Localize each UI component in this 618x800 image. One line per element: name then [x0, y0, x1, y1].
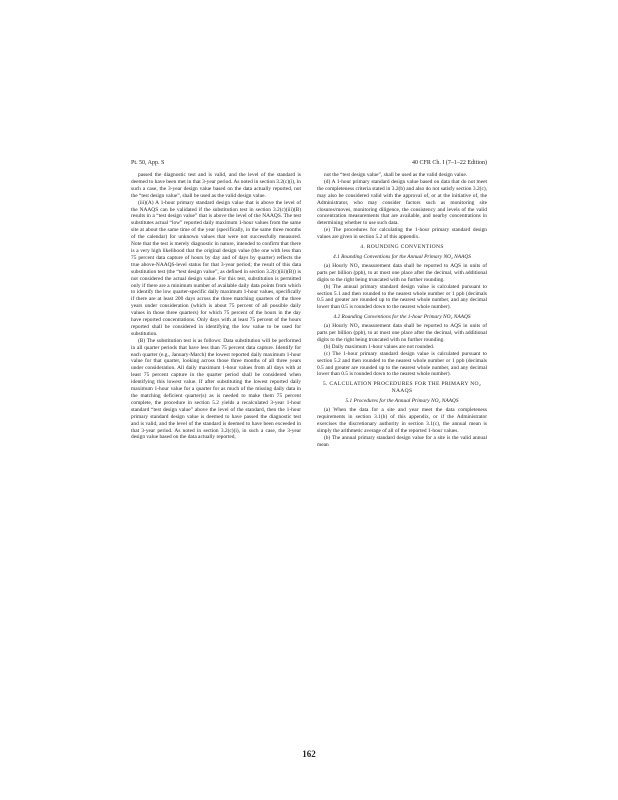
section-heading: 4. ROUNDING CONVENTIONS: [360, 244, 444, 251]
paragraph: passed the diagnostic test and is valid, and the level of the standard is deemed to have been met in that 3-year period. As noted in section 3.2(c)(i), in such a case, the 3-year design value based on the data actually reported, not the “test design value”, shall be used as the valid design value.: [131, 172, 301, 199]
paragraph: (b) The annual primary standard design value for a site is the valid annual mean: [317, 434, 487, 448]
section-subheading: 4.1 Rounding Conventions for the Annual Primary NO₂ NAAQS: [333, 253, 471, 260]
running-head-part: Pt. 50, App. S: [131, 160, 165, 166]
paragraph: (B) The substitution test is as follows: Data substitution will be performed in all quarter periods that have less than 75 percent data capture. Identify for each quarter (e.g., January-March) the lowest reported daily maximum 1-hour value for that quarter, looking across those three months of all three years under consideration. All daily maximum 1-hour values from all days with at least 75 percent capture in the quarter period shall be considered when identifying this lowest value. If after substituting the lowest reported daily maximum 1-hour value for a quarter for as much of the missing daily data in the matching deficient quarter(s) as is needed to make them 75 percent complete, the procedure in section 5.2 yields a recalculated 3-year 1-hour standard “test design value” above the level of the standard, then the 1-hour primary standard design value is deemed to have passed the diagnostic test and is valid, and the level of the standard is deemed to have been exceeded in that 3-year period. As noted in section 3.2(c)(i), in such a case, the 3-year design value based on the data actually reported,: [131, 337, 301, 441]
section-heading: 5. CALCULATION PROCEDURES FOR THE PRIMARY NO₂ NAAQS: [322, 381, 482, 395]
paragraph: (a) When the data for a site and year meet the data completeness requirements in section 3.1(b) of this appendix, or if the Administrator exercises the discretionary authority in section 3.1(c), the annual mean is simply the arithmetic average of all of the reported 1-hour values.: [317, 407, 487, 434]
left-column: [131, 172, 301, 441]
paragraph: (b) Daily maximum 1-hour values are not rounded.: [324, 343, 435, 350]
paragraph: (a) Hourly NO₂ measurement data shall be reported to AQS in units of parts per billion (ppb), to at most one place after the decimal, with additional digits to the right being truncated with no further rounding.: [317, 262, 487, 283]
paragraph: (b) The annual primary standard design value is calculated pursuant to section 5.1 and then rounded to the nearest whole number or 1 ppb (decimals 0.5 and greater are rounded up to the nearest whole number, and any decimal lower than 0.5 is rounded down to the nearest whole number).: [317, 283, 487, 311]
paragraph: (d) A 1-hour primary standard design value based on data that do not meet the completeness criteria stated in 3.2(b) and also do not satisfy section 3.2(c), may also be considered valid with the approval of, or at the initiative of, the Administrator, who may consider factors such as monitoring site closures/moves, monitoring diligence, the consistency and levels of the valid concentration measurements that are available, and nearby concentrations in determining whether to use such data.: [317, 178, 487, 227]
page-number: 162: [302, 749, 316, 759]
section-subheading: 4.2 Rounding Conventions for the 1-hour Primary NO₂ NAAQS: [333, 314, 471, 321]
paragraph: not the “test design value”, shall be used as the valid design value.: [324, 172, 468, 178]
paragraph: (c) The 1-hour primary standard design value is calculated pursuant to section 5.2 and then rounded to the nearest whole number or 1 ppb (decimals 0.5 and greater are rounded up to the nearest whole number, and any decimal lower than 0.5 is rounded down to the nearest whole number).: [317, 350, 487, 378]
paragraph: (a) Hourly NO₂ measurement data shall be reported to AQS in units of parts per billion (ppb), to at most one place after the decimal, with additional digits to the right being truncated with no further rounding.: [317, 323, 487, 343]
paragraph: (iii)(A) A 1-hour primary standard design value that is above the level of the NAAQS can be validated if the substitution test in section 3.2(c)(iii)(B) results in a “test design value” that is above the level of the NAAQS. The test substitutes actual “low” reported daily maximum 1-hour values from the same site at about the same time of the year (specifically, in the same three months of the calendar) for unknown values that were not successfully measured. Note that the test is merely diagnostic in nature, intended to confirm that there is a very high likelihood that the original design value (the one with less than 75 percent data capture of hours by day and of days by quarter) reflects the true above-NAAQS-level status for that 3-year period; the result of this data substitution test (the “test design value”, as defined in section 3.2(c)(iii)(B)) is not considered the actual design value. For this test, substitution is permitted only if there are a minimum number of available daily data points from which to identify the low quarter-specific daily maximum 1-hour values, specifically if there are at least 200 days across the three matching quarters of the three years under consideration (which is about 75 percent of all possible daily values in those three quarters) for which 75 percent of the hours in the day have reported concentrations. Only days with at least 75 percent of the hours reported shall be considered in identifying the low value to be used for substitution.: [131, 199, 301, 337]
running-head-edition: 40 CFR Ch. I (7–1–22 Edition): [411, 160, 487, 166]
section-subheading: 5.1 Procedures for the Annual Primary NO₂ NAAQS: [345, 398, 459, 405]
right-column: [317, 172, 487, 449]
paragraph: (e) The procedures for calculating the 1-hour primary standard design values are given in section 5.2 of this appendix.: [317, 227, 487, 241]
